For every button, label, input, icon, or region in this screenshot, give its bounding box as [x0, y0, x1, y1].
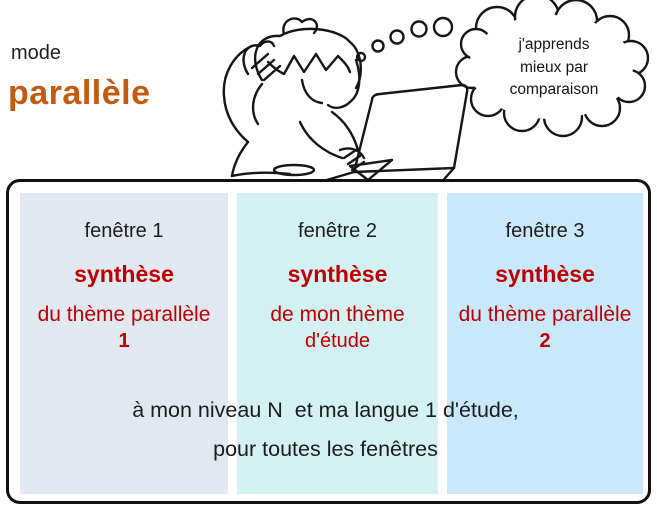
thinking-person-icon: [224, 18, 364, 176]
window-3-line2: 2: [539, 330, 551, 352]
window-3-label: fenêtre 3: [505, 220, 585, 242]
window-1-label: fenêtre 1: [84, 220, 164, 242]
page-title: parallèle: [8, 74, 151, 112]
window-2-label: fenêtre 2: [298, 220, 377, 242]
mode-label: mode: [11, 42, 62, 64]
cloud-line-1: j'apprends: [518, 36, 590, 53]
cloud-line-2: mieux par: [519, 58, 589, 76]
laptop-icon: [320, 85, 467, 186]
footer-line-1: à mon niveau N et ma langue 1 d'étude,: [132, 398, 519, 422]
window-3-heading: synthèse: [495, 261, 595, 287]
thought-cloud-text: [468, 34, 640, 102]
window-1-line2: 1: [118, 330, 130, 352]
window-1-heading: synthèse: [74, 261, 174, 287]
window-2-line1: de mon thème: [270, 303, 405, 326]
footer-line-2: pour toutes les fenêtres: [213, 437, 438, 461]
window-3-line1: du thème parallèle: [458, 303, 632, 326]
cloud-line-3: comparaison: [509, 81, 599, 98]
window-2-heading: synthèse: [287, 261, 388, 287]
thought-bubble-trail-icon: [357, 18, 452, 61]
window-2-line2: d'étude: [305, 330, 370, 352]
window-1-line1: du thème parallèle: [37, 303, 211, 326]
